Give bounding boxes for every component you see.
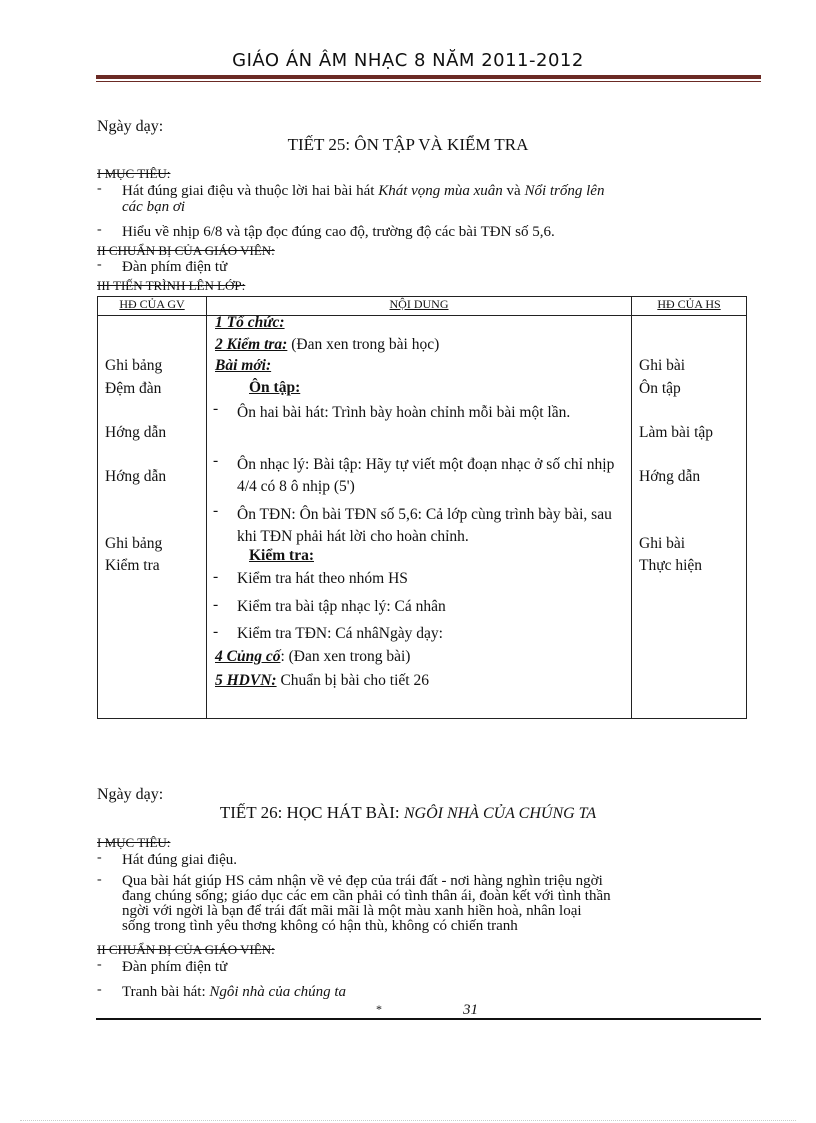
hs-item: Hớng dẫn (639, 468, 701, 485)
lesson26-prep-heading: II CHUẨN BỊ CỦA GIÁO VIÊN: (97, 942, 275, 957)
document-header-title: GIÁO ÁN ÂM NHẠC 8 NĂM 2011-2012 (232, 50, 584, 71)
lesson26-title (0, 803, 816, 823)
lesson26-song-title: NGÔI NHÀ CỦA CHÚNG TA (403, 805, 597, 822)
header-rule-thin (96, 81, 761, 82)
section-to-chuc: 1 Tổ chức: (215, 314, 285, 331)
content-kt-tdn: Kiểm tra TĐN: Cá nhâNgày dạy: (237, 625, 443, 642)
prep2-text: Tranh bài hát: (122, 984, 210, 1000)
lesson25-objective-1-cont: các bạn ơi (122, 199, 185, 215)
gv-item: Ghi bảng (105, 357, 163, 374)
song-khat-vong: Khát vọng mùa xuân (378, 183, 503, 199)
content-kt-nhac-ly: Kiểm tra bài tập nhạc lý: Cá nhân (237, 598, 446, 615)
hdvn-label: 5 HDVN: (215, 672, 277, 689)
section-on-tap: Ôn tập: (249, 379, 301, 396)
content-kt-hat: Kiểm tra hát theo nhóm HS (237, 570, 408, 587)
content-on-hai-bai: Ôn hai bài hát: Trình bày hoàn chỉnh mỗi bài một lần. (237, 404, 571, 421)
hdvn-text: Chuẩn bị bài cho tiết 26 (276, 672, 429, 689)
hs-item: Thực hiện (639, 557, 703, 574)
bullet-dash: - (213, 502, 219, 519)
bullet-dash: - (97, 982, 102, 997)
prep2-song: Ngôi nhà của chúng ta (209, 984, 347, 1000)
obj1-text: Hát đúng giai điệu và thuộc lời hai bài hát (122, 183, 379, 199)
bullet-dash: - (97, 181, 102, 196)
lesson26-date-label: Ngày dạy: (97, 786, 164, 803)
obj2-line: ngời với ngời là bạn để trái đất mãi mãi là một màu xanh hiền hoà, nhân loại (122, 903, 582, 919)
lesson26-objectives-heading: I MỤC TIÊU: (97, 835, 171, 850)
cung-co-text: : (Đan xen trong bài) (280, 648, 411, 665)
gv-item: Ghi bảng (105, 535, 163, 552)
lesson25-date-label: Ngày dạy: (97, 118, 164, 135)
gv-item: Đệm đàn (105, 380, 162, 397)
lesson25-title: TIẾT 25: ÔN TẬP VÀ KIỂM TRA (287, 135, 529, 154)
content-on-tdn: Ôn TĐN: Ôn bài TĐN số 5,6: Cả lớp cùng trình bày bài, sau khi TĐN phải hát lời cho hoàn chỉnh. (237, 506, 612, 545)
footer-rule (96, 1018, 761, 1020)
section-cung-co (215, 648, 410, 666)
page-number: 31 (463, 1002, 478, 1018)
cung-co-label: 4 Củng cố (215, 648, 281, 665)
obj1-and: và (502, 183, 525, 199)
page-bottom-dotted-border (20, 1120, 796, 1121)
bullet-dash: - (213, 400, 219, 417)
lesson26-objective-1: Hát đúng giai điệu. (122, 852, 237, 868)
obj2-line: Qua bài hát giúp HS cảm nhận về vẻ đẹp của trái đất - nơi hàng nghìn triệu ngời (122, 873, 603, 889)
header-rule-thick (96, 75, 761, 79)
lesson26-prep-1: Đàn phím điện tử (122, 959, 228, 975)
hs-item: Ghi bài (639, 535, 686, 552)
hs-item: Ôn tập (639, 380, 681, 397)
obj2-line: sống trong tình yêu thơng không có hận thù, không có chiến tranh (122, 918, 518, 934)
section-hdvn (215, 672, 429, 690)
hs-item: Làm bài tập (639, 424, 714, 441)
gv-cell (98, 316, 207, 719)
content-on-nhac-ly: Ôn nhạc lý: Bài tập: Hãy tự viết một đoạn nhạc ở số chỉ nhịp 4/4 có 8 ô nhịp (5') (237, 456, 615, 495)
lesson25-objectives-heading: I MỤC TIÊU: (97, 166, 171, 181)
bullet-dash: - (97, 872, 102, 887)
bullet-dash: - (97, 957, 102, 972)
table-body-row (98, 316, 747, 719)
table-header-row (98, 297, 747, 316)
col-header-hs: HĐ CỦA HS (632, 297, 747, 316)
section-bai-moi: Bài mới: (215, 357, 272, 374)
col-header-gv: HĐ CỦA GV (98, 297, 207, 316)
col-header-content: NỘI DUNG (207, 297, 632, 316)
lesson25-prep-heading: II CHUẨN BỊ CỦA GIÁO VIÊN: (97, 243, 275, 258)
obj2-line: đang chúng sống; giáo dục các em cần phải có tình thân ái, đoàn kết với tình thần (122, 888, 611, 904)
bullet-dash: - (97, 257, 102, 272)
bullet-dash: - (213, 452, 219, 469)
hs-cell (632, 316, 747, 719)
gv-item: Hớng dẫn (105, 468, 167, 485)
bullet-dash: - (213, 596, 219, 613)
section-kiem-tra (215, 336, 439, 354)
lesson26-prep-2 (122, 984, 346, 1001)
lesson26-title-prefix: TIẾT 26: HỌC HÁT BÀI: (219, 803, 404, 822)
gv-item: Kiểm tra (105, 557, 160, 574)
bullet-dash: - (213, 568, 219, 585)
lesson25-objective-1 (122, 183, 604, 200)
song-noi-trong: Nổi trống lên (524, 183, 605, 199)
lesson25-objective-2: Hiểu về nhịp 6/8 và tập đọc đúng cao độ, trường độ các bài TĐN số 5,6. (122, 224, 555, 240)
lesson-plan-table (97, 296, 747, 719)
hs-item: Ghi bài (639, 357, 686, 374)
bullet-dash: - (97, 850, 102, 865)
gv-item: Hớng dẫn (105, 424, 167, 441)
content-cell (207, 316, 632, 719)
bullet-dash: - (213, 623, 219, 640)
bullet-dash: - (97, 222, 102, 237)
lesson26-objective-2 (122, 874, 611, 934)
footer-star: * (376, 1002, 382, 1016)
kiem-tra-text: (Đan xen trong bài học) (287, 336, 440, 353)
lesson25-process-heading: III TIẾN TRÌNH LÊN LỚP: (97, 278, 246, 293)
kiem-tra-label: 2 Kiểm tra: (215, 336, 288, 353)
section-kiem-tra-2: Kiểm tra: (249, 547, 314, 564)
lesson25-prep-1: Đàn phím điện tử (122, 259, 228, 275)
